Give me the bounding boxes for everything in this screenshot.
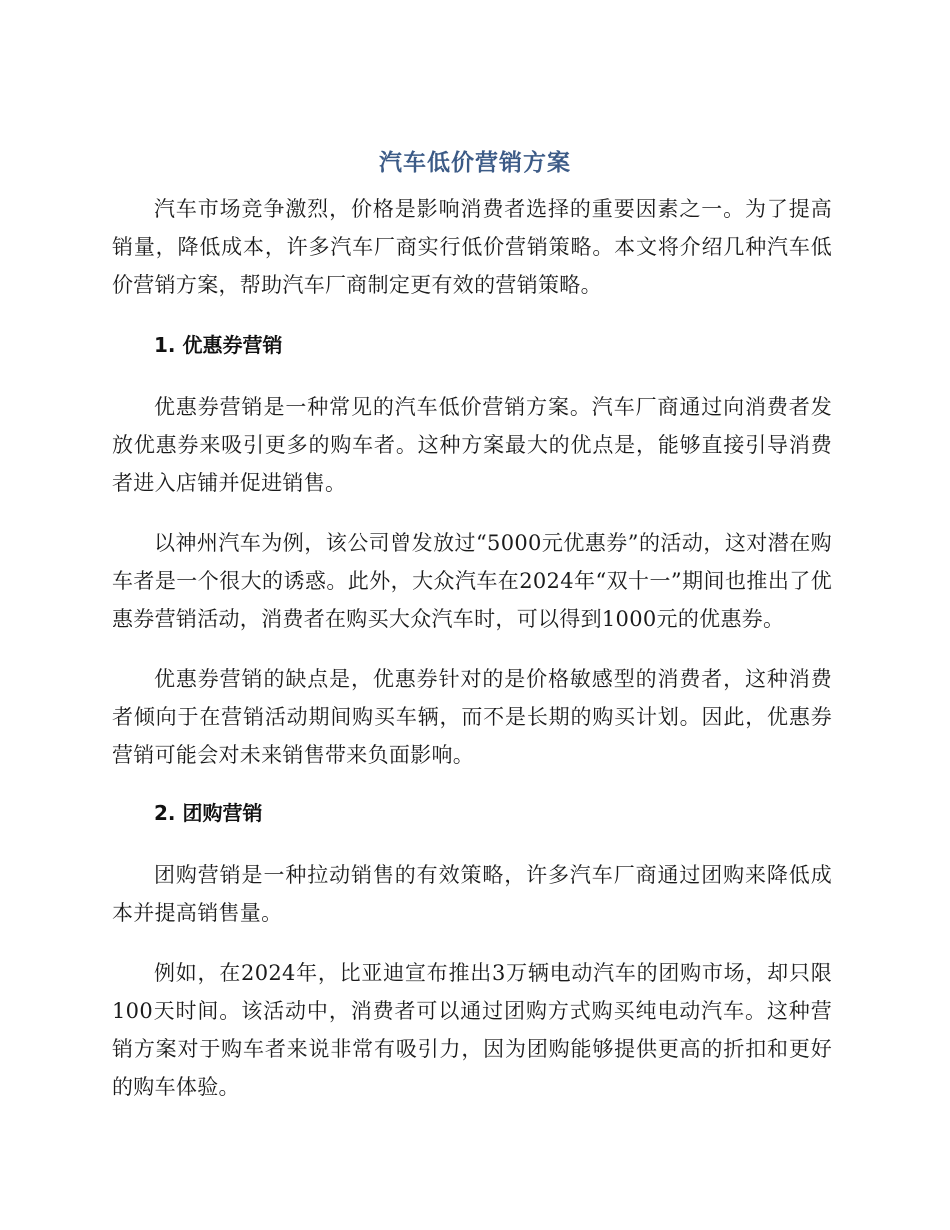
paragraph: 优惠券营销的缺点是，优惠券针对的是价格敏感型的消费者，这种消费者倾向于在营销活动期间购买车辆，而不是长期的购买计划。因此，优惠券营销可能会对未来销售带来负面影响。 — [112, 667, 832, 767]
document-body — [112, 190, 832, 1128]
paragraph: 优惠券营销是一种常见的汽车低价营销方案。汽车厂商通过向消费者发放优惠券来吸引更多的购车者。这种方案最大的优点是，能够直接引导消费者进入店铺并促进销售。 — [112, 395, 832, 495]
paragraph: 以神州汽车为例，该公司曾发放过“5000元优惠券”的活动，这对潜在购车者是一个很大的诱惑。此外，大众汽车在2024年“双十一”期间也推出了优惠券营销活动，消费者在购买大众汽车时，可以得到1000元的优惠券。 — [112, 531, 832, 631]
section-heading-coupon: 1. 优惠券营销 — [154, 333, 283, 357]
intro-paragraph: 汽车市场竞争激烈，价格是影响消费者选择的重要因素之一。为了提高销量，降低成本，许多汽车厂商实行低价营销策略。本文将介绍几种汽车低价营销方案，帮助汽车厂商制定更有效的营销策略。 — [112, 197, 832, 297]
section-heading-group-buy: 2. 团购营销 — [154, 801, 263, 825]
paragraph: 团购营销是一种拉动销售的有效策略，许多汽车厂商通过团购来降低成本并提高销售量。 — [112, 863, 832, 925]
paragraph: 例如，在2024年，比亚迪宣布推出3万辆电动汽车的团购市场，却只限100天时间。该活动中，消费者可以通过团购方式购买纯电动汽车。这种营销方案对于购车者来说非常有吸引力，因为团购能够提供更高的折扣和更好的购车体验。 — [112, 961, 832, 1099]
document-title: 汽车低价营销方案 — [379, 150, 571, 176]
